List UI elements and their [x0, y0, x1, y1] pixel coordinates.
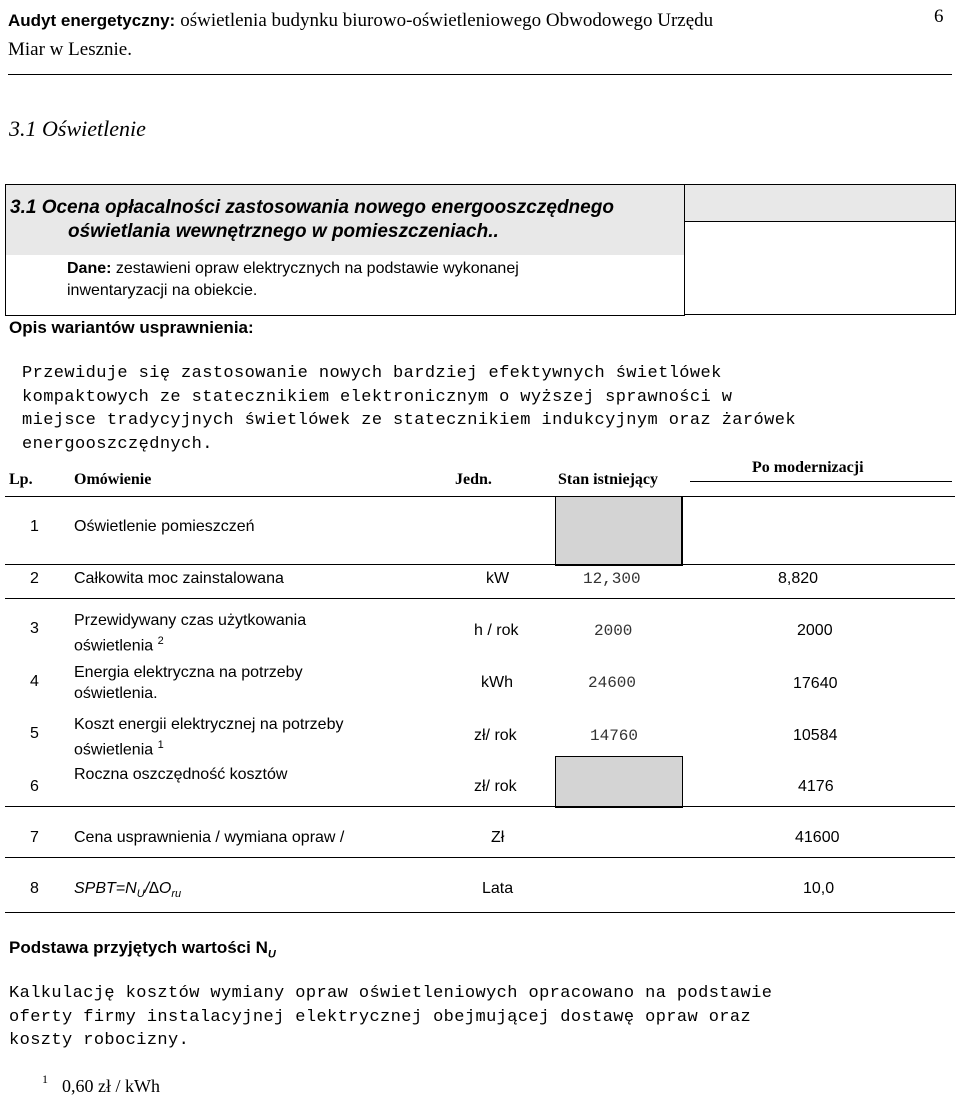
section-data-description: Dane: zestawieni opraw elektrycznych na podstawie wykonanej inwentaryzacji na obiekcie.: [67, 260, 519, 299]
table-top-rule: [5, 496, 955, 497]
row1-rule: [5, 564, 955, 565]
row3-po: 2000: [797, 622, 833, 639]
row8-rule: [5, 912, 955, 913]
row7-po: 41600: [795, 829, 840, 846]
row1-stan-gray: [555, 496, 683, 566]
row5-po: 10584: [793, 727, 838, 744]
row2-rule: [5, 598, 955, 599]
row6-lp: 6: [30, 778, 39, 795]
row1-divider: [681, 496, 682, 564]
row2-desc: Całkowita moc zainstalowana: [74, 570, 284, 587]
variants-description: Przewiduje się zastosowanie nowych bardziej efektywnych świetlówek kompaktowych ze statecznikiem elektronicznym o wyższej sprawności w miejsce tradycyjnych świetlówek ze statecznikiem indukcyjnym oraz żarówek energooszczędnych.: [22, 364, 796, 454]
page-number: 6: [934, 6, 944, 27]
row3-stan: 2000: [594, 622, 633, 640]
col-header-omowienie: Omówienie: [74, 471, 152, 488]
row1-desc: Oświetlenie pomieszczeń: [74, 518, 255, 535]
row5-lp: 5: [30, 725, 39, 742]
row4-desc: Energia elektryczna na potrzeby oświetlenia.: [74, 664, 303, 702]
row8-po: 10,0: [803, 880, 835, 897]
row7-lp: 7: [30, 829, 39, 846]
document-header: [8, 6, 908, 64]
row5-unit: zł/ rok: [474, 727, 517, 744]
row3-lp: 3: [30, 620, 39, 637]
col-header-jedn: Jedn.: [455, 471, 492, 488]
footnote-text: 0,60 zł / kWh: [62, 1076, 160, 1096]
header-underline: [690, 481, 952, 482]
row6-po: 4176: [798, 778, 834, 795]
section-title: 3.1 Ocena opłacalności zastosowania nowego energooszczędnego oświetlania wewnętrznego w pomieszczeniach..: [10, 197, 614, 242]
row4-stan: 24600: [588, 674, 637, 692]
row8-desc: $SPBT=N_U/\Delta O_{ru}$: [74, 880, 182, 901]
row2-po: 8,820: [778, 570, 819, 587]
section-right-cell-top: [684, 184, 956, 222]
col-header-stan: Stan istniejący: [558, 471, 658, 488]
row5-desc: Koszt energii elektrycznej na potrzeby oświetlenia $^1$: [74, 716, 344, 759]
col-header-lp: Lp.: [9, 471, 33, 488]
row7-unit: Zł: [491, 829, 505, 846]
section-heading: 3.1 Oświetlenie: [9, 116, 146, 141]
row5-stan: 14760: [590, 727, 639, 745]
row1-lp: 1: [30, 518, 39, 535]
row4-unit: kWh: [481, 674, 513, 691]
basis-title: Podstawa przyjętych wartości $N_U$: [9, 938, 276, 961]
row7-desc: Cena usprawnienia / wymiana opraw /: [74, 829, 345, 846]
row6-desc: Roczna oszczędność kosztów: [74, 766, 288, 783]
row4-po: 17640: [793, 675, 838, 692]
section-right-cell-bottom: [684, 220, 956, 315]
row4-lp: 4: [30, 673, 39, 690]
header-prefix: Audyt energetyczny:: [8, 11, 176, 30]
row6-rule: [5, 806, 955, 807]
footnote-mark: 1: [42, 1072, 48, 1086]
row6-unit: zł/ rok: [474, 778, 517, 795]
col-header-po: Po modernizacji: [752, 459, 864, 476]
row3-unit: h / rok: [474, 622, 519, 639]
row2-unit: kW: [486, 570, 510, 587]
row8-lp: 8: [30, 880, 39, 897]
header-rule: [8, 74, 952, 75]
row6-stan-gray: [555, 756, 683, 808]
header-title-line1: oświetlenia budynku biurowo-oświetleniowego Obwodowego Urzędu: [180, 10, 714, 31]
row2-lp: 2: [30, 570, 39, 587]
basis-description: Kalkulację kosztów wymiany opraw oświetleniowych opracowano na podstawie oferty firmy instalacyjnej elektrycznej obejmującej dostawę opraw oraz koszty robocizny.: [9, 984, 773, 1050]
header-title-line2: Miar w Lesznie.: [8, 39, 132, 60]
row2-stan: 12,300: [583, 570, 641, 588]
row7-rule: [5, 857, 955, 858]
row3-desc: Przewidywany czas użytkowania oświetlenia $^2$: [74, 612, 307, 655]
row8-unit: Lata: [482, 880, 514, 897]
variants-title: Opis wariantów usprawnienia:: [9, 318, 254, 337]
